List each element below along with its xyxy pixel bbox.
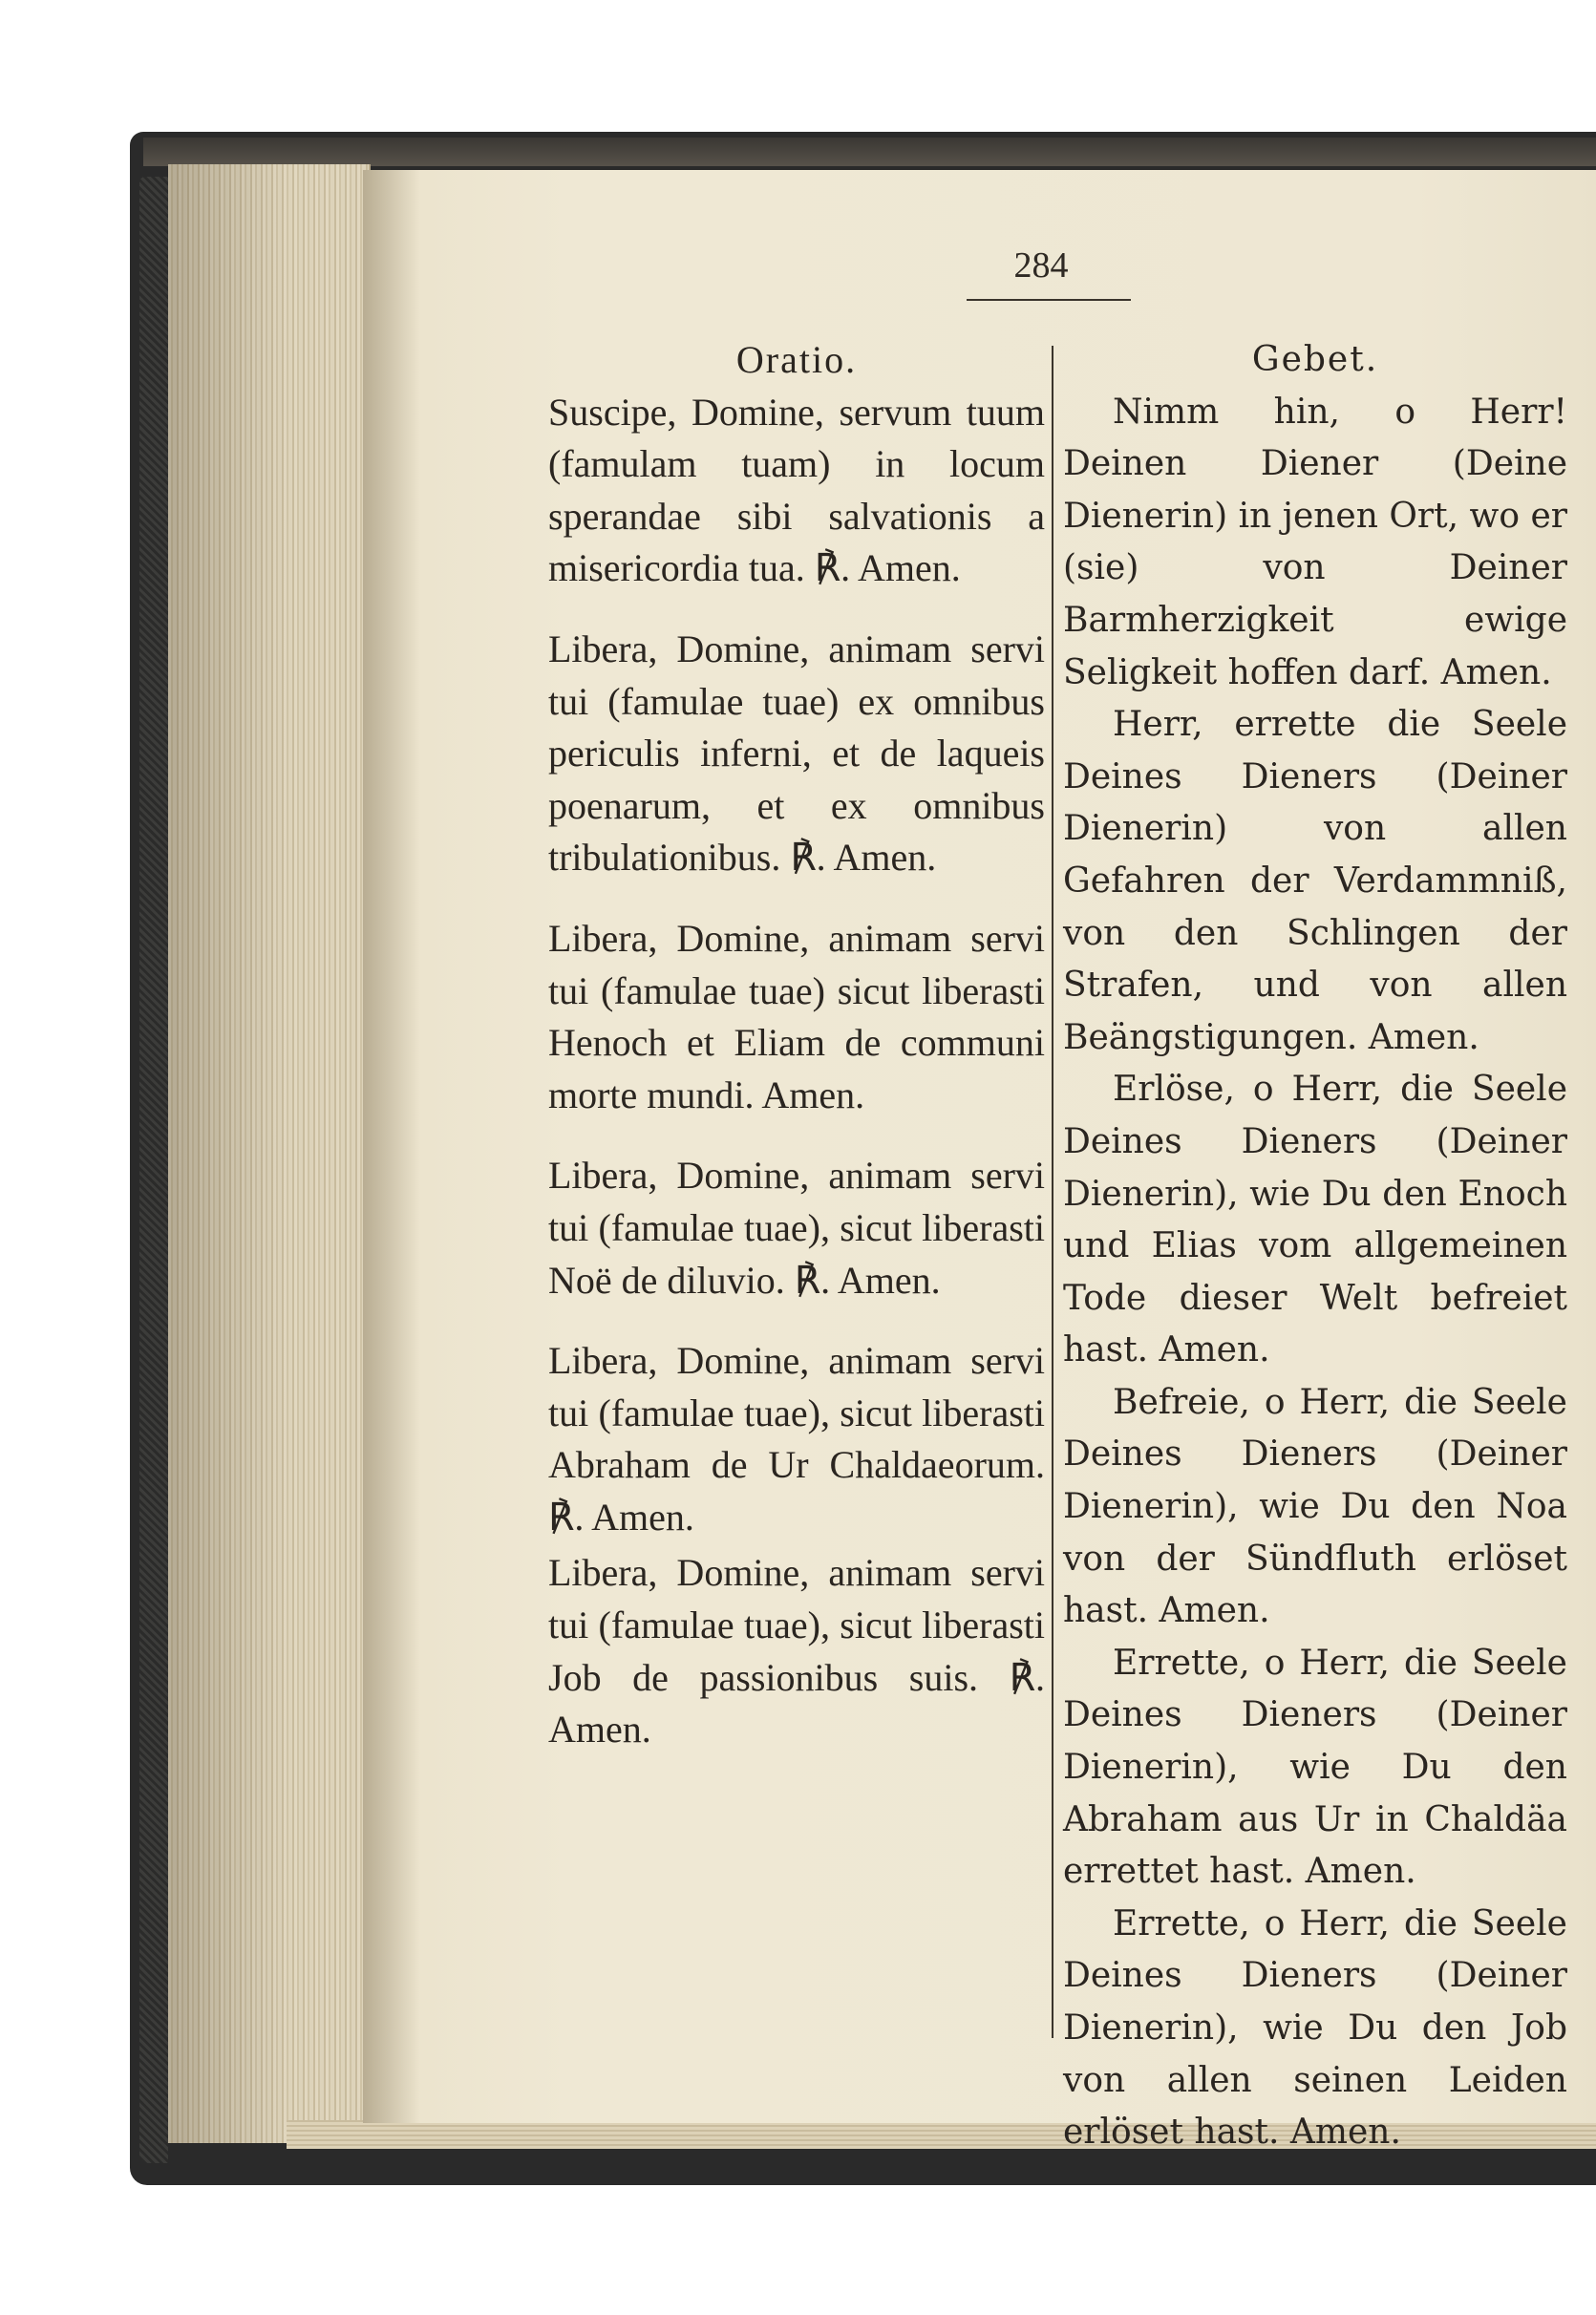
german-heading: Gebet. — [1251, 340, 1379, 379]
german-column — [1063, 334, 1567, 2159]
page-number-rule — [967, 299, 1131, 301]
gutter-shadow — [363, 170, 420, 2123]
german-paragraph: Befreie, o Herr, die Seele Deines Dieners (Deiner Dienerin), wie Du den Noa von der Sündfluth erlöset hast. Amen. — [1063, 1382, 1567, 1631]
latin-paragraph: Libera, Domine, animam servi tui (famulae tuae), sicut liberasti Job de passionibus suis. ℟. Amen. — [548, 1551, 1045, 1752]
latin-paragraph: Libera, Domine, animam servi tui (famulae tuae) ex omnibus periculis inferni, et de laqueis poenarum, et ex omnibus tribulationibus. ℟. Amen. — [548, 627, 1045, 880]
latin-paragraph: Libera, Domine, animam servi tui (famulae tuae) sicut liberasti Henoch et Eliam de communi morte mundi. Amen. — [548, 916, 1045, 1116]
latin-paragraph: Libera, Domine, animam servi tui (famulae tuae), sicut liberasti Abraham de Ur Chaldaeorum. ℟. Amen. — [548, 1339, 1045, 1539]
latin-paragraph: Suscipe, Domine, servum tuum (famulam tuam) in locum sperandae sibi salvationis a misericordia tua. ℟. Amen. — [548, 390, 1045, 590]
cover-top-edge — [143, 138, 1596, 166]
column-divider — [1052, 346, 1053, 2038]
german-paragraph: Errette, o Herr, die Seele Deines Dieners (Deiner Dienerin), wie Du den Abraham aus Ur in Chaldäa errettet hast. Amen. — [1063, 1643, 1567, 1892]
german-paragraph: Errette, o Herr, die Seele Deines Dieners (Deiner Dienerin), wie Du den Job von allen seinen Leiden erlöset hast. Amen. — [1063, 1903, 1567, 2153]
german-paragraph: Erlöse, o Herr, die Seele Deines Dieners (Deiner Dienerin), wie Du den Enoch und Elias vom allgemeinen Tode dieser Welt befreiet hast. Amen. — [1063, 1070, 1567, 1370]
german-paragraph: Nimm hin, o Herr! Deinen Diener (Deine Dienerin) in jenen Ort, wo er (sie) von Deiner Barmherzigkeit ewige Seligkeit hoffen darf. Amen. — [1063, 392, 1567, 692]
latin-heading: Oratio. — [735, 338, 858, 381]
book-spine — [139, 177, 168, 2163]
german-paragraph: Herr, errette die Seele Deines Dieners (Deiner Dienerin) von allen Gefahren der Verdammniß, von den Schlingen der Strafen, und von allen Beängstigungen. Amen. — [1063, 705, 1567, 1057]
latin-paragraph: Libera, Domine, animam servi tui (famulae tuae), sicut liberasti Noë de diluvio. ℟. Amen. — [548, 1154, 1045, 1302]
page-number: 284 — [1013, 245, 1069, 286]
page-edges-shade — [168, 164, 369, 2143]
latin-column — [548, 334, 1045, 1756]
